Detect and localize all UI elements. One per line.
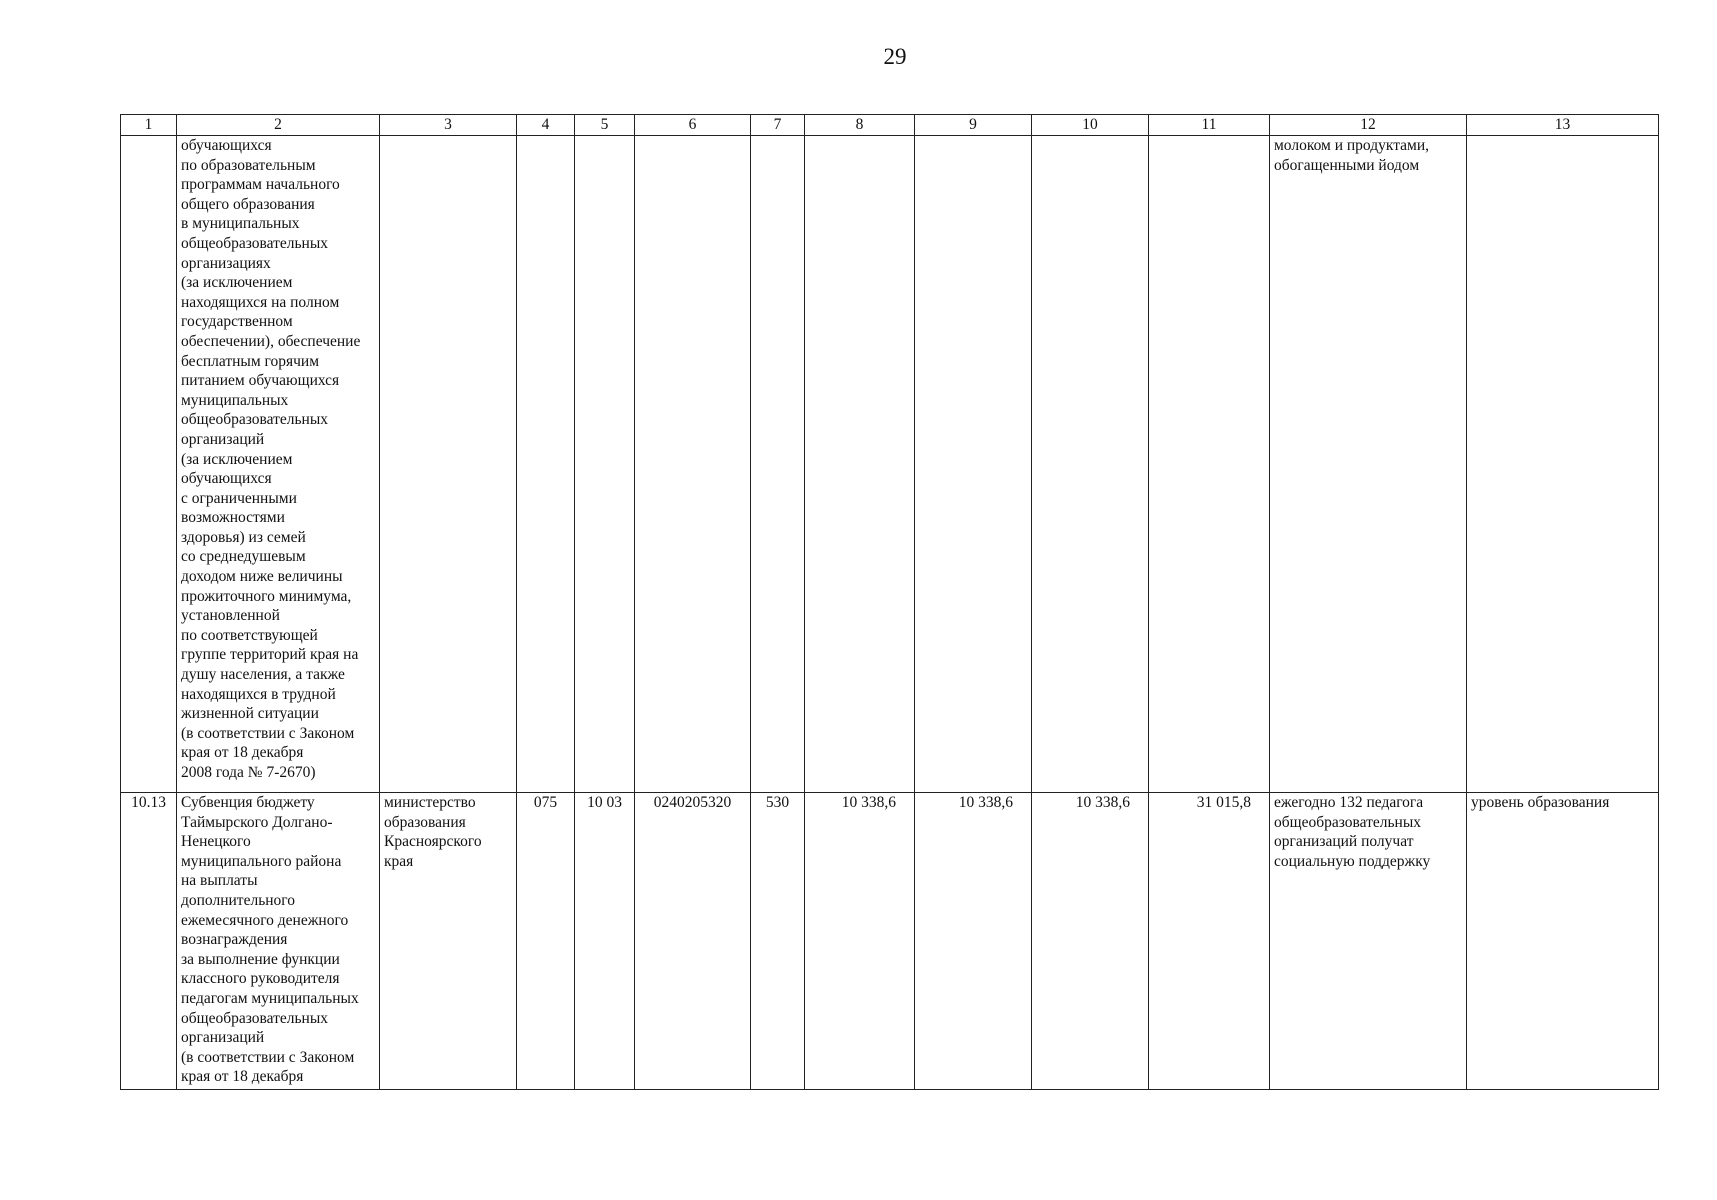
header-col-13: 13 — [1467, 115, 1659, 136]
header-col-10: 10 — [1032, 115, 1149, 136]
amount-9-cell — [915, 136, 1032, 793]
amount-11-cell — [1149, 136, 1270, 793]
description-cell: обучающихся по образовательным программам начального общего образования в муниципальных общеобразовательных организациях (за исключением находящихся на полном государственном обеспечении), обеспечение бесплатным горячим питанием обучающихся муниципальных общеобразовательных организаций (за исключением обучающихся с ограниченными возможностями здоровья) из семей со среднедушевым доходом ниже величины прожиточного минимума, установленной по соответствующей группе территорий края на душу населения, а также находящихся в трудной жизненной ситуации (в соответствии с Законом края от 18 декабря 2008 года № 7-2670) — [177, 136, 380, 793]
header-col-5: 5 — [575, 115, 635, 136]
code-6-cell: 0240205320 — [635, 793, 751, 1090]
result-cell: ежегодно 132 педагога общеобразовательных организаций получат социальную поддержку — [1270, 793, 1467, 1090]
table-header — [121, 115, 1659, 136]
header-col-12: 12 — [1270, 115, 1467, 136]
code-7-cell — [751, 136, 805, 793]
row-number-cell: 10.13 — [121, 793, 177, 1090]
row-number-cell — [121, 136, 177, 793]
code-4-cell: 075 — [517, 793, 575, 1090]
budget-table — [120, 114, 1659, 1090]
header-row — [121, 115, 1659, 136]
amount-11-cell: 31 015,8 — [1149, 793, 1270, 1090]
code-5-cell — [575, 136, 635, 793]
header-col-4: 4 — [517, 115, 575, 136]
header-col-7: 7 — [751, 115, 805, 136]
amount-8-cell — [805, 136, 915, 793]
amount-10-cell — [1032, 136, 1149, 793]
header-col-11: 11 — [1149, 115, 1270, 136]
responsible-cell: министерство образования Красноярского края — [380, 793, 517, 1090]
code-7-cell: 530 — [751, 793, 805, 1090]
header-col-8: 8 — [805, 115, 915, 136]
code-4-cell — [517, 136, 575, 793]
header-col-2: 2 — [177, 115, 380, 136]
table-row — [121, 793, 1659, 1090]
amount-8-cell: 10 338,6 — [805, 793, 915, 1090]
indicator-cell: уровень образования — [1467, 793, 1659, 1090]
indicator-cell — [1467, 136, 1659, 793]
code-5-cell: 10 03 — [575, 793, 635, 1090]
header-col-6: 6 — [635, 115, 751, 136]
header-col-1: 1 — [121, 115, 177, 136]
responsible-cell — [380, 136, 517, 793]
description-cell: Субвенция бюджету Таймырского Долгано- Ненецкого муниципального района на выплаты дополнительного ежемесячного денежного вознаграждения за выполнение функции классного руководителя педагогам муниципальных общеобразовательных организаций (в соответствии с Законом края от 18 декабря — [177, 793, 380, 1090]
table-row — [121, 136, 1659, 793]
page-number: 29 — [883, 44, 907, 69]
amount-10-cell: 10 338,6 — [1032, 793, 1149, 1090]
header-col-3: 3 — [380, 115, 517, 136]
code-6-cell — [635, 136, 751, 793]
result-cell: молоком и продуктами, обогащенными йодом — [1270, 136, 1467, 793]
amount-9-cell: 10 338,6 — [915, 793, 1032, 1090]
header-col-9: 9 — [915, 115, 1032, 136]
